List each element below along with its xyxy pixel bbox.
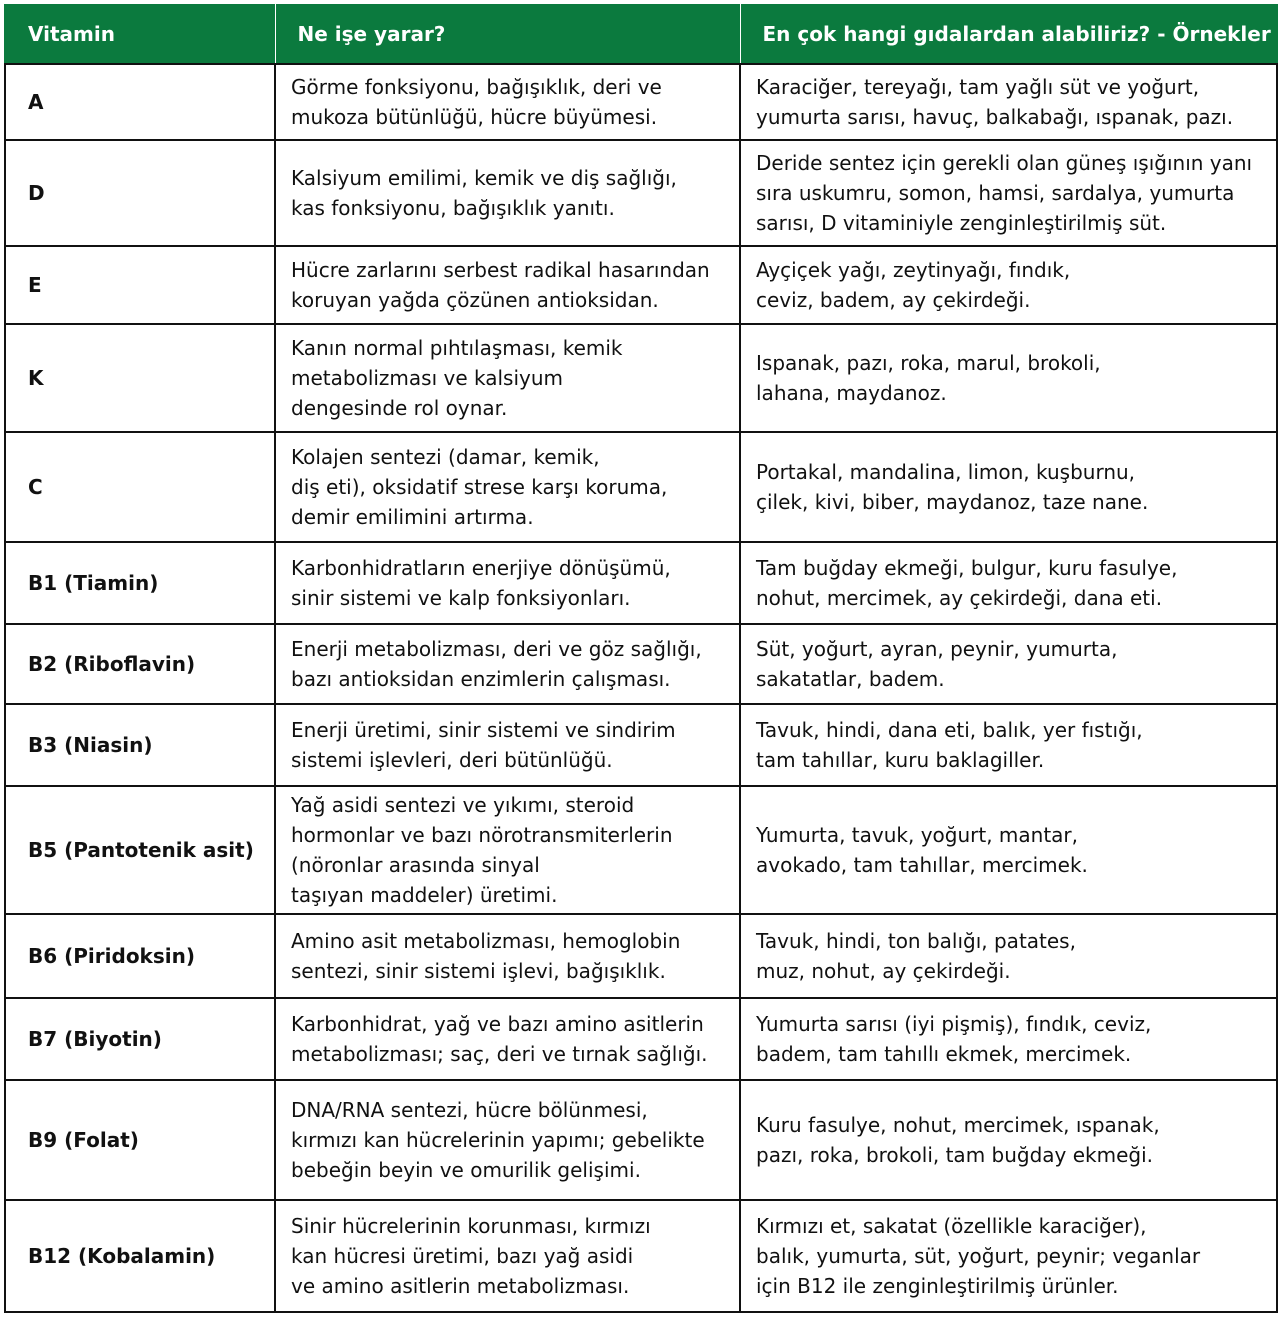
vitamin-function: Enerji metabolizması, deri ve göz sağlığı, bazı antioksidan enzimlerin çalışması. <box>275 624 740 704</box>
table-row <box>5 1080 1277 1200</box>
vitamin-function: Yağ asidi sentezi ve yıkımı, steroid hormonlar ve bazı nörotransmiterlerin (nöronlar arasında sinyal taşıyan maddeler) üretimi. <box>275 786 740 914</box>
vitamin-function: Amino asit metabolizması, hemoglobin sentezi, sinir sistemi işlevi, bağışıklık. <box>275 914 740 998</box>
vitamin-name: B9 (Folat) <box>5 1080 275 1200</box>
vitamin-name: C <box>5 432 275 542</box>
vitamin-function: Karbonhidrat, yağ ve bazı amino asitlerin metabolizması; saç, deri ve tırnak sağlığı. <box>275 998 740 1080</box>
vitamin-foods: Ispanak, pazı, roka, marul, brokoli, lahana, maydanoz. <box>740 324 1277 432</box>
table-body <box>5 64 1277 1312</box>
vitamin-function: Görme fonksiyonu, bağışıklık, deri ve mukoza bütünlüğü, hücre büyümesi. <box>275 64 740 140</box>
table-row <box>5 914 1277 998</box>
vitamin-function: Kalsiyum emilimi, kemik ve diş sağlığı, kas fonksiyonu, bağışıklık yanıtı. <box>275 140 740 246</box>
vitamin-name: D <box>5 140 275 246</box>
table-row <box>5 324 1277 432</box>
vitamin-foods: Tam buğday ekmeği, bulgur, kuru fasulye, nohut, mercimek, ay çekirdeği, dana eti. <box>740 542 1277 624</box>
vitamin-foods: Ayçiçek yağı, zeytinyağı, fındık, ceviz, badem, ay çekirdeği. <box>740 246 1277 324</box>
table-row <box>5 1200 1277 1312</box>
vitamin-foods: Süt, yoğurt, ayran, peynir, yumurta, sakatatlar, badem. <box>740 624 1277 704</box>
vitamin-foods: Yumurta sarısı (iyi pişmiş), fındık, ceviz, badem, tam tahıllı ekmek, mercimek. <box>740 998 1277 1080</box>
vitamin-foods: Yumurta, tavuk, yoğurt, mantar, avokado, tam tahıllar, mercimek. <box>740 786 1277 914</box>
vitamin-foods: Karaciğer, tereyağı, tam yağlı süt ve yoğurt, yumurta sarısı, havuç, balkabağı, ıspanak, pazı. <box>740 64 1277 140</box>
table-row <box>5 246 1277 324</box>
vitamin-function: Hücre zarlarını serbest radikal hasarından koruyan yağda çözünen antioksidan. <box>275 246 740 324</box>
vitamin-name: B5 (Pantotenik asit) <box>5 786 275 914</box>
vitamin-foods: Kırmızı et, sakatat (özellikle karaciğer), balık, yumurta, süt, yoğurt, peynir; veganlar için B12 ile zenginleştirilmiş ürünler. <box>740 1200 1277 1312</box>
vitamin-function: Sinir hücrelerinin korunması, kırmızı kan hücresi üretimi, bazı yağ asidi ve amino asitlerin metabolizması. <box>275 1200 740 1312</box>
vitamin-name: E <box>5 246 275 324</box>
vitamin-table <box>4 4 1278 1313</box>
table-row <box>5 432 1277 542</box>
vitamin-foods: Kuru fasulye, nohut, mercimek, ıspanak, pazı, roka, brokoli, tam buğday ekmeği. <box>740 1080 1277 1200</box>
vitamin-foods: Tavuk, hindi, dana eti, balık, yer fıstığı, tam tahıllar, kuru baklagiller. <box>740 704 1277 786</box>
vitamin-name: B7 (Biyotin) <box>5 998 275 1080</box>
table-row <box>5 704 1277 786</box>
vitamin-function: Kolajen sentezi (damar, kemik, diş eti), oksidatif strese karşı koruma, demir emilimini artırma. <box>275 432 740 542</box>
vitamin-function: DNA/RNA sentezi, hücre bölünmesi, kırmızı kan hücrelerinin yapımı; gebelikte bebeğin beyin ve omurilik gelişimi. <box>275 1080 740 1200</box>
header-function: Ne işe yarar? <box>275 5 740 65</box>
vitamin-name: B1 (Tiamin) <box>5 542 275 624</box>
table-row <box>5 64 1277 140</box>
vitamin-function: Kanın normal pıhtılaşması, kemik metabolizması ve kalsiyum dengesinde rol oynar. <box>275 324 740 432</box>
vitamin-function: Enerji üretimi, sinir sistemi ve sindirim sistemi işlevleri, deri bütünlüğü. <box>275 704 740 786</box>
vitamin-name: B6 (Piridoksin) <box>5 914 275 998</box>
table-row <box>5 542 1277 624</box>
header-vitamin: Vitamin <box>5 5 275 65</box>
header-row <box>5 5 1277 65</box>
vitamin-foods: Tavuk, hindi, ton balığı, patates, muz, nohut, ay çekirdeği. <box>740 914 1277 998</box>
vitamin-foods: Deride sentez için gerekli olan güneş ışığının yanı sıra uskumru, somon, hamsi, sardalya, yumurta sarısı, D vitaminiyle zenginleştirilmiş süt. <box>740 140 1277 246</box>
vitamin-function: Karbonhidratların enerjiye dönüşümü, sinir sistemi ve kalp fonksiyonları. <box>275 542 740 624</box>
header-foods: En çok hangi gıdalardan alabiliriz? - Örnekler <box>740 5 1277 65</box>
table-row <box>5 998 1277 1080</box>
vitamin-name: B12 (Kobalamin) <box>5 1200 275 1312</box>
vitamin-name: B2 (Riboflavin) <box>5 624 275 704</box>
vitamin-name: K <box>5 324 275 432</box>
table-row <box>5 786 1277 914</box>
table-row <box>5 140 1277 246</box>
vitamin-name: A <box>5 64 275 140</box>
vitamin-name: B3 (Niasin) <box>5 704 275 786</box>
vitamin-foods: Portakal, mandalina, limon, kuşburnu, çilek, kivi, biber, maydanoz, taze nane. <box>740 432 1277 542</box>
table-row <box>5 624 1277 704</box>
